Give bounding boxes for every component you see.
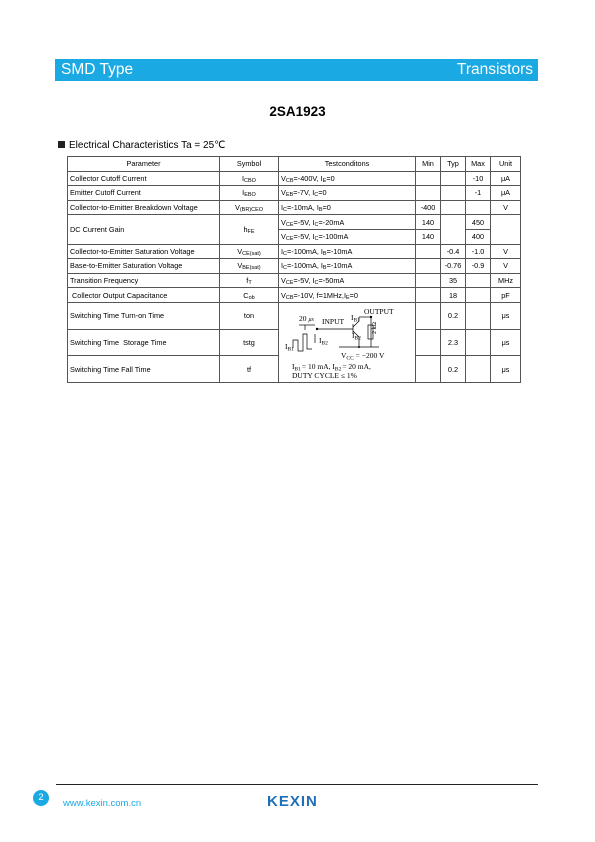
symbol-cell: ton — [220, 302, 279, 329]
ib1-label-top: $I_{B1}$ — [351, 312, 360, 324]
min-cell: -400 — [416, 200, 441, 215]
param-cell: Emitter Cutoff Current — [68, 186, 220, 201]
section-title-text: Electrical Characteristics Ta = 25℃ — [69, 140, 226, 151]
kexin-logo: KEXIN — [267, 793, 318, 810]
ib2-label-left: $I_{B2}$ — [319, 335, 328, 347]
test-circuit-cell — [279, 302, 416, 382]
condition-line-2: DUTY CYCLE ≤ 1% — [292, 370, 357, 380]
param-cell: Switching Time Storage Time — [68, 329, 220, 356]
param-cell: Transition Frequency — [68, 273, 220, 288]
typ-cell: 0.2 — [441, 302, 466, 329]
col-header: Min — [416, 157, 441, 172]
max-cell — [466, 288, 491, 303]
param-cell: Collector-to-Emitter Saturation Voltage — [68, 244, 220, 259]
switching-test-circuit — [279, 303, 416, 381]
page-number: 2 — [33, 790, 49, 806]
col-header: Typ — [441, 157, 466, 172]
min-cell — [416, 186, 441, 201]
max-cell — [466, 273, 491, 288]
table-row — [68, 200, 521, 215]
min-cell — [416, 329, 441, 356]
condition-cell: $V_{CB}=-400V$, $I_E=0$ — [279, 171, 416, 186]
footer-divider — [56, 784, 538, 785]
min-cell — [416, 259, 441, 274]
input-label: INPUT — [322, 316, 345, 326]
param-cell: Collector Cutoff Current — [68, 171, 220, 186]
symbol-cell: $h_{FE}$ — [220, 215, 279, 244]
param-cell: Switching Time Fall Time — [68, 356, 220, 383]
bullet-square-icon — [58, 141, 65, 148]
typ-cell — [441, 200, 466, 215]
table-row — [68, 288, 521, 303]
typ-cell: 18 — [441, 288, 466, 303]
typ-cell — [441, 171, 466, 186]
max-cell: -0.9 — [466, 259, 491, 274]
min-cell — [416, 288, 441, 303]
part-number-title: 2SA1923 — [269, 104, 326, 119]
typ-cell — [441, 186, 466, 201]
max-cell — [466, 356, 491, 383]
typ-cell — [441, 215, 466, 244]
ib2-label-right: $I_{B2}$ — [352, 330, 361, 342]
param-cell: DC Current Gain — [68, 215, 220, 244]
symbol-cell: $I_{EBO}$ — [220, 186, 279, 201]
col-header: Unit — [491, 157, 521, 172]
table-row — [68, 171, 521, 186]
max-cell: -1 — [466, 186, 491, 201]
min-cell — [416, 302, 441, 329]
condition-cell: $V_{CE}=-5V$, $I_C=-100mA$ — [279, 229, 416, 244]
param-cell: Collector Output Capacitance — [68, 288, 220, 303]
website-link[interactable]: www.kexin.com.cn — [63, 798, 142, 809]
vcc-label: $V_{CC} = -200$ V — [341, 350, 385, 362]
resistor-label: 2 kΩ — [372, 321, 378, 334]
typ-cell: -0.4 — [441, 244, 466, 259]
col-header: Max — [466, 157, 491, 172]
unit-cell: MHz — [491, 273, 521, 288]
pulse-width-label: 20 μs — [299, 313, 314, 323]
table-row — [68, 186, 521, 201]
min-cell — [416, 273, 441, 288]
condition-cell: $I_C=-100mA$, $I_B=-10mA$ — [279, 244, 416, 259]
unit-cell: V — [491, 259, 521, 274]
unit-cell: μs — [491, 302, 521, 329]
unit-cell: μs — [491, 356, 521, 383]
condition-cell: $V_{CB}=-10V$, $f=1MHz,I_E=0$ — [279, 288, 416, 303]
unit-cell: μs — [491, 329, 521, 356]
max-cell: 450 — [466, 215, 491, 230]
ib1-label-left: $I_{B1}$ — [285, 341, 294, 353]
symbol-cell: tstg — [220, 329, 279, 356]
typ-cell: -0.76 — [441, 259, 466, 274]
symbol-cell: $V_{CE(sat)}$ — [220, 244, 279, 259]
max-cell — [466, 329, 491, 356]
condition-cell: $V_{EB}=-7V$, $I_C=0$ — [279, 186, 416, 201]
unit-cell: μA — [491, 171, 521, 186]
min-cell — [416, 356, 441, 383]
unit-cell: V — [491, 200, 521, 215]
condition-cell: $I_C=-100mA$, $I_B=-10mA$ — [279, 259, 416, 274]
table-row — [68, 259, 521, 274]
table-row — [68, 273, 521, 288]
col-header: Symbol — [220, 157, 279, 172]
col-header: Testconditons — [279, 157, 416, 172]
param-cell: Base-to-Emitter Saturation Voltage — [68, 259, 220, 274]
section-title — [58, 140, 225, 151]
typ-cell: 35 — [441, 273, 466, 288]
symbol-cell: $V_{(BR)CEO}$ — [220, 200, 279, 215]
characteristics-table — [67, 156, 521, 383]
typ-cell: 2.3 — [441, 329, 466, 356]
symbol-cell: $V_{BE(sat)}$ — [220, 259, 279, 274]
min-cell — [416, 171, 441, 186]
unit-cell: V — [491, 244, 521, 259]
condition-cell: $V_{CE}=-5V$, $I_C=-50mA$ — [279, 273, 416, 288]
col-header: Parameter — [68, 157, 220, 172]
max-cell: -1.0 — [466, 244, 491, 259]
symbol-cell: tf — [220, 356, 279, 383]
max-cell — [466, 302, 491, 329]
symbol-cell: $I_{CBO}$ — [220, 171, 279, 186]
min-cell: 140 — [416, 229, 441, 244]
table-row — [68, 244, 521, 259]
table-row — [68, 302, 521, 329]
max-cell: -10 — [466, 171, 491, 186]
unit-cell: μA — [491, 186, 521, 201]
unit-cell: pF — [491, 288, 521, 303]
condition-cell: $V_{CE}=-5V$, $I_C=-20mA$ — [279, 215, 416, 230]
header-banner — [55, 59, 538, 81]
table-header-row — [68, 157, 521, 172]
doc-type-label: SMD Type — [61, 61, 134, 78]
table-row — [68, 215, 521, 230]
param-cell: Collector-to-Emitter Breakdown Voltage — [68, 200, 220, 215]
min-cell — [416, 244, 441, 259]
param-cell: Switching Time Turn-on Time — [68, 302, 220, 329]
condition-cell: $I_C=-10mA$, $I_B=0$ — [279, 200, 416, 215]
min-cell: 140 — [416, 215, 441, 230]
max-cell — [466, 200, 491, 215]
symbol-cell: $C_{ob}$ — [220, 288, 279, 303]
typ-cell: 0.2 — [441, 356, 466, 383]
symbol-cell: $f_T$ — [220, 273, 279, 288]
category-label: Transistors — [456, 61, 533, 78]
output-label: OUTPUT — [364, 306, 394, 316]
unit-cell — [491, 215, 521, 244]
condition-line-1: $I_{B1}= 10$ mA, $I_{B2}= 20$ mA, — [292, 361, 371, 373]
max-cell: 400 — [466, 229, 491, 244]
